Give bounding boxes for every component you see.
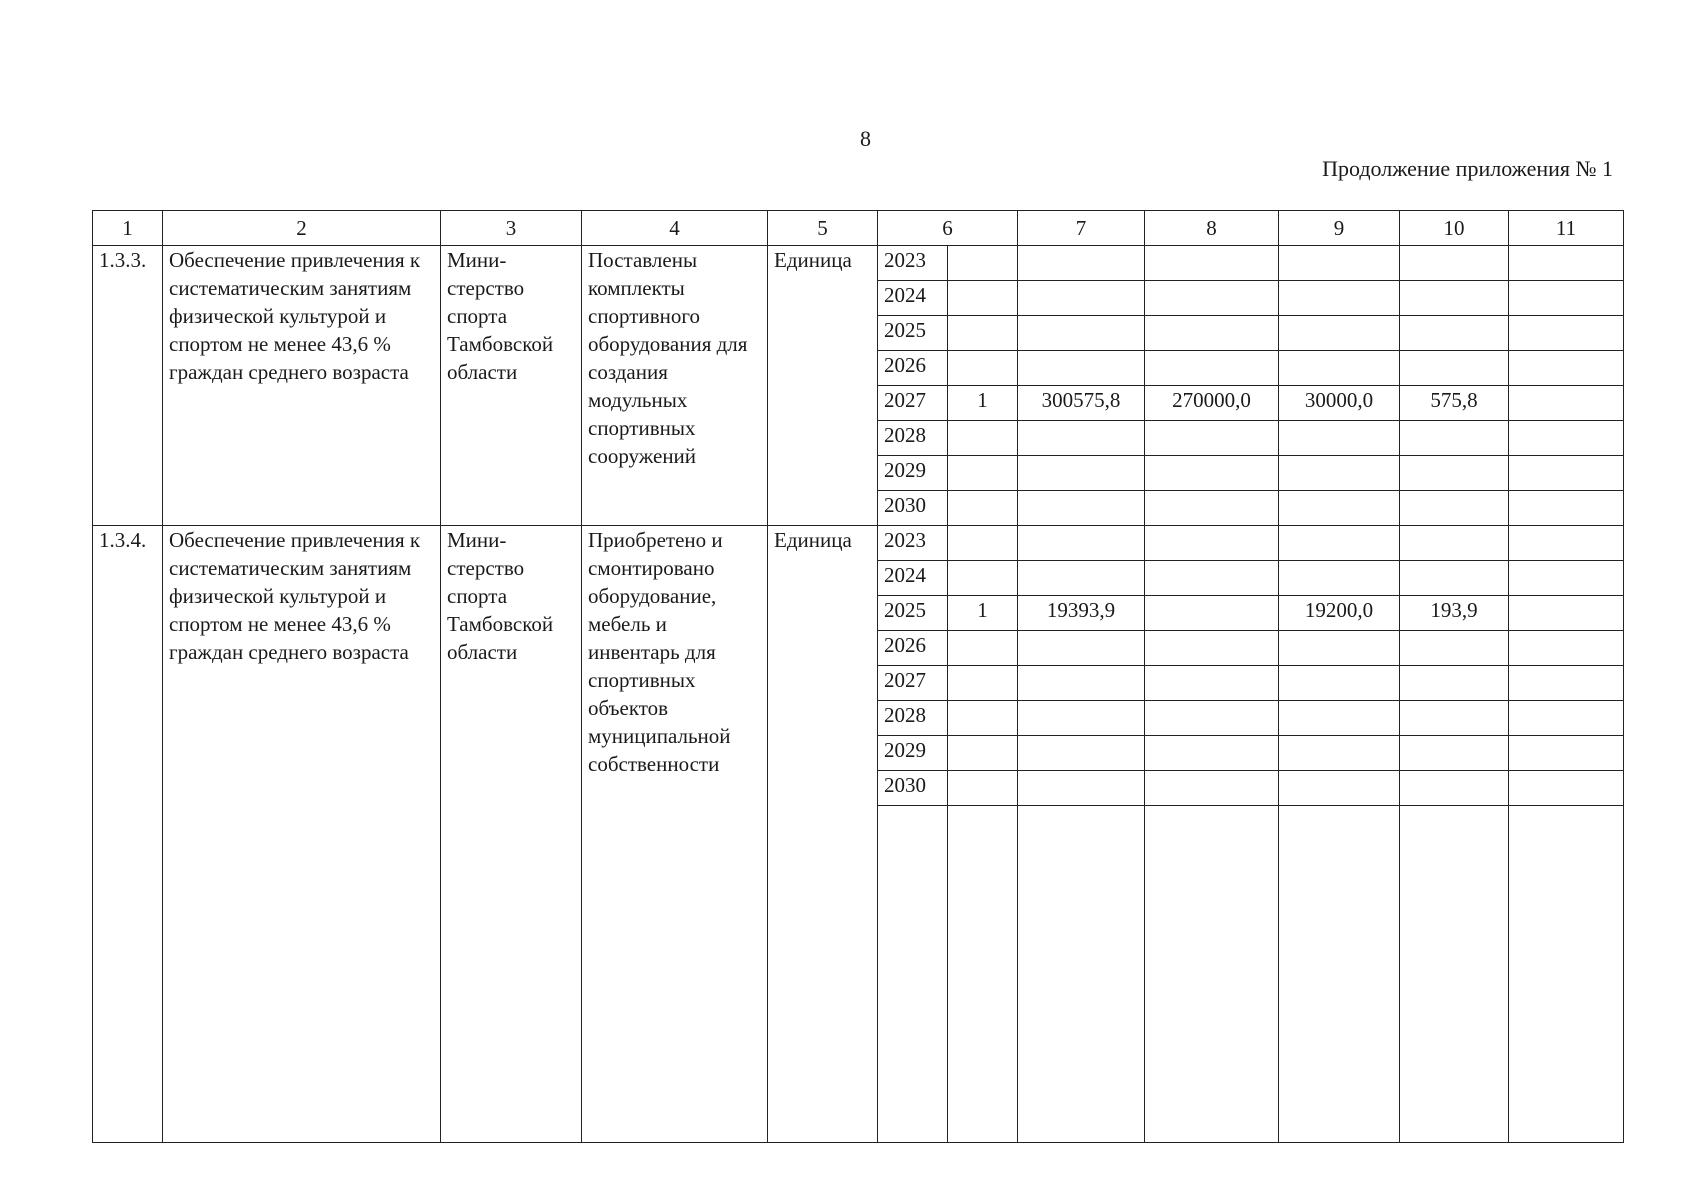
value-cell-10 bbox=[1400, 666, 1509, 701]
value-cell-7 bbox=[1018, 561, 1145, 596]
value-cell-9 bbox=[1279, 316, 1400, 351]
year-cell: 2025 bbox=[878, 316, 948, 351]
value-cell-10 bbox=[1400, 421, 1509, 456]
year-cell: 2026 bbox=[878, 351, 948, 386]
year-cell: 2029 bbox=[878, 736, 948, 771]
item-code: 1.3.3. bbox=[93, 246, 163, 526]
value-cell-11 bbox=[1509, 351, 1624, 386]
value-cell-11 bbox=[1509, 701, 1624, 736]
value-cell-6 bbox=[948, 561, 1018, 596]
item-unit: Единица bbox=[768, 526, 878, 1143]
value-cell-9 bbox=[1279, 736, 1400, 771]
value-cell-11 bbox=[1509, 456, 1624, 491]
value-cell-10 bbox=[1400, 701, 1509, 736]
value-cell-6 bbox=[948, 456, 1018, 491]
value-cell-9 bbox=[1279, 491, 1400, 526]
empty-cell bbox=[948, 806, 1018, 1143]
year-cell: 2028 bbox=[878, 421, 948, 456]
value-cell-9 bbox=[1279, 666, 1400, 701]
value-cell-9 bbox=[1279, 631, 1400, 666]
value-cell-8 bbox=[1145, 316, 1279, 351]
item-result: Поставлены комплекты спортивного оборудования для создания модульных спортивных сооружений bbox=[582, 246, 768, 526]
value-cell-10 bbox=[1400, 456, 1509, 491]
value-cell-9 bbox=[1279, 771, 1400, 806]
year-cell: 2028 bbox=[878, 701, 948, 736]
value-cell-7 bbox=[1018, 526, 1145, 561]
value-cell-10 bbox=[1400, 316, 1509, 351]
table-row bbox=[93, 246, 1624, 281]
value-cell-8 bbox=[1145, 666, 1279, 701]
item-ministry: Мини-стерство спорта Тамбовской области bbox=[441, 526, 582, 1143]
value-cell-6 bbox=[948, 316, 1018, 351]
value-cell-8 bbox=[1145, 421, 1279, 456]
value-cell-6 bbox=[948, 666, 1018, 701]
value-cell-6: 1 bbox=[948, 596, 1018, 631]
value-cell-6 bbox=[948, 771, 1018, 806]
value-cell-8: 270000,0 bbox=[1145, 386, 1279, 421]
appendix-continuation-note: Продолжение приложения № 1 bbox=[1322, 156, 1613, 181]
value-cell-8 bbox=[1145, 246, 1279, 281]
value-cell-9 bbox=[1279, 561, 1400, 596]
value-cell-8 bbox=[1145, 456, 1279, 491]
header-row bbox=[93, 211, 1624, 246]
year-cell: 2024 bbox=[878, 281, 948, 316]
item-code: 1.3.4. bbox=[93, 526, 163, 1143]
value-cell-8 bbox=[1145, 701, 1279, 736]
value-cell-10: 193,9 bbox=[1400, 596, 1509, 631]
value-cell-11 bbox=[1509, 386, 1624, 421]
value-cell-9 bbox=[1279, 526, 1400, 561]
value-cell-6 bbox=[948, 736, 1018, 771]
value-cell-10 bbox=[1400, 736, 1509, 771]
value-cell-11 bbox=[1509, 736, 1624, 771]
value-cell-6 bbox=[948, 281, 1018, 316]
empty-cell bbox=[1018, 806, 1145, 1143]
value-cell-8 bbox=[1145, 736, 1279, 771]
value-cell-10 bbox=[1400, 281, 1509, 316]
value-cell-8 bbox=[1145, 631, 1279, 666]
value-cell-11 bbox=[1509, 526, 1624, 561]
value-cell-6 bbox=[948, 246, 1018, 281]
value-cell-8 bbox=[1145, 351, 1279, 386]
value-cell-10 bbox=[1400, 526, 1509, 561]
value-cell-9 bbox=[1279, 351, 1400, 386]
value-cell-11 bbox=[1509, 561, 1624, 596]
year-cell: 2029 bbox=[878, 456, 948, 491]
year-cell: 2023 bbox=[878, 246, 948, 281]
empty-cell bbox=[1145, 806, 1279, 1143]
value-cell-8 bbox=[1145, 596, 1279, 631]
year-cell: 2027 bbox=[878, 666, 948, 701]
value-cell-9 bbox=[1279, 281, 1400, 316]
header-col-7: 7 bbox=[1018, 211, 1145, 246]
value-cell-6 bbox=[948, 701, 1018, 736]
item-result: Приобретено и смонтировано оборудование, мебель и инвентарь для спортивных объектов муниципальной собственности bbox=[582, 526, 768, 1143]
value-cell-6 bbox=[948, 631, 1018, 666]
value-cell-10 bbox=[1400, 246, 1509, 281]
value-cell-11 bbox=[1509, 666, 1624, 701]
value-cell-10 bbox=[1400, 631, 1509, 666]
year-cell: 2030 bbox=[878, 491, 948, 526]
empty-cell bbox=[1509, 806, 1624, 1143]
header-col-6: 6 bbox=[878, 211, 1018, 246]
value-cell-10 bbox=[1400, 351, 1509, 386]
value-cell-7 bbox=[1018, 316, 1145, 351]
header-col-1: 1 bbox=[93, 211, 163, 246]
table-row bbox=[93, 526, 1624, 561]
header-col-8: 8 bbox=[1145, 211, 1279, 246]
value-cell-6: 1 bbox=[948, 386, 1018, 421]
value-cell-8 bbox=[1145, 526, 1279, 561]
item-ministry: Мини-стерство спорта Тамбовской области bbox=[441, 246, 582, 526]
value-cell-7 bbox=[1018, 736, 1145, 771]
header-col-11: 11 bbox=[1509, 211, 1624, 246]
empty-cell bbox=[1400, 806, 1509, 1143]
value-cell-7 bbox=[1018, 351, 1145, 386]
header-col-3: 3 bbox=[441, 211, 582, 246]
value-cell-7 bbox=[1018, 771, 1145, 806]
value-cell-7: 300575,8 bbox=[1018, 386, 1145, 421]
value-cell-7 bbox=[1018, 246, 1145, 281]
year-cell: 2030 bbox=[878, 771, 948, 806]
header-col-4: 4 bbox=[582, 211, 768, 246]
value-cell-11 bbox=[1509, 596, 1624, 631]
value-cell-9 bbox=[1279, 421, 1400, 456]
year-cell: 2023 bbox=[878, 526, 948, 561]
year-cell: 2025 bbox=[878, 596, 948, 631]
value-cell-9 bbox=[1279, 246, 1400, 281]
item-name: Обеспечение привлечения к систематическим занятиям физической культурой и спортом не менее 43,6 % граждан среднего возраста bbox=[163, 246, 441, 526]
value-cell-11 bbox=[1509, 771, 1624, 806]
value-cell-9: 30000,0 bbox=[1279, 386, 1400, 421]
year-cell: 2024 bbox=[878, 561, 948, 596]
value-cell-6 bbox=[948, 421, 1018, 456]
value-cell-7 bbox=[1018, 281, 1145, 316]
value-cell-7 bbox=[1018, 491, 1145, 526]
value-cell-9 bbox=[1279, 456, 1400, 491]
empty-cell bbox=[1279, 806, 1400, 1143]
value-cell-7 bbox=[1018, 456, 1145, 491]
value-cell-10 bbox=[1400, 491, 1509, 526]
header-col-5: 5 bbox=[768, 211, 878, 246]
program-table bbox=[92, 210, 1624, 1143]
value-cell-11 bbox=[1509, 246, 1624, 281]
value-cell-7: 19393,9 bbox=[1018, 596, 1145, 631]
value-cell-6 bbox=[948, 526, 1018, 561]
value-cell-7 bbox=[1018, 701, 1145, 736]
value-cell-11 bbox=[1509, 631, 1624, 666]
value-cell-10 bbox=[1400, 561, 1509, 596]
page-number: 8 bbox=[860, 126, 871, 151]
item-name: Обеспечение привлечения к систематическим занятиям физической культурой и спортом не менее 43,6 % граждан среднего возраста bbox=[163, 526, 441, 1143]
value-cell-7 bbox=[1018, 666, 1145, 701]
value-cell-11 bbox=[1509, 491, 1624, 526]
value-cell-9 bbox=[1279, 701, 1400, 736]
value-cell-11 bbox=[1509, 316, 1624, 351]
value-cell-7 bbox=[1018, 631, 1145, 666]
header-col-9: 9 bbox=[1279, 211, 1400, 246]
value-cell-7 bbox=[1018, 421, 1145, 456]
value-cell-8 bbox=[1145, 491, 1279, 526]
item-unit: Единица bbox=[768, 246, 878, 526]
value-cell-9: 19200,0 bbox=[1279, 596, 1400, 631]
value-cell-10 bbox=[1400, 771, 1509, 806]
empty-cell bbox=[878, 806, 948, 1143]
value-cell-6 bbox=[948, 351, 1018, 386]
value-cell-6 bbox=[948, 491, 1018, 526]
header-col-2: 2 bbox=[163, 211, 441, 246]
header-col-10: 10 bbox=[1400, 211, 1509, 246]
value-cell-8 bbox=[1145, 561, 1279, 596]
value-cell-11 bbox=[1509, 421, 1624, 456]
value-cell-10: 575,8 bbox=[1400, 386, 1509, 421]
value-cell-8 bbox=[1145, 281, 1279, 316]
value-cell-8 bbox=[1145, 771, 1279, 806]
value-cell-11 bbox=[1509, 281, 1624, 316]
year-cell: 2027 bbox=[878, 386, 948, 421]
year-cell: 2026 bbox=[878, 631, 948, 666]
